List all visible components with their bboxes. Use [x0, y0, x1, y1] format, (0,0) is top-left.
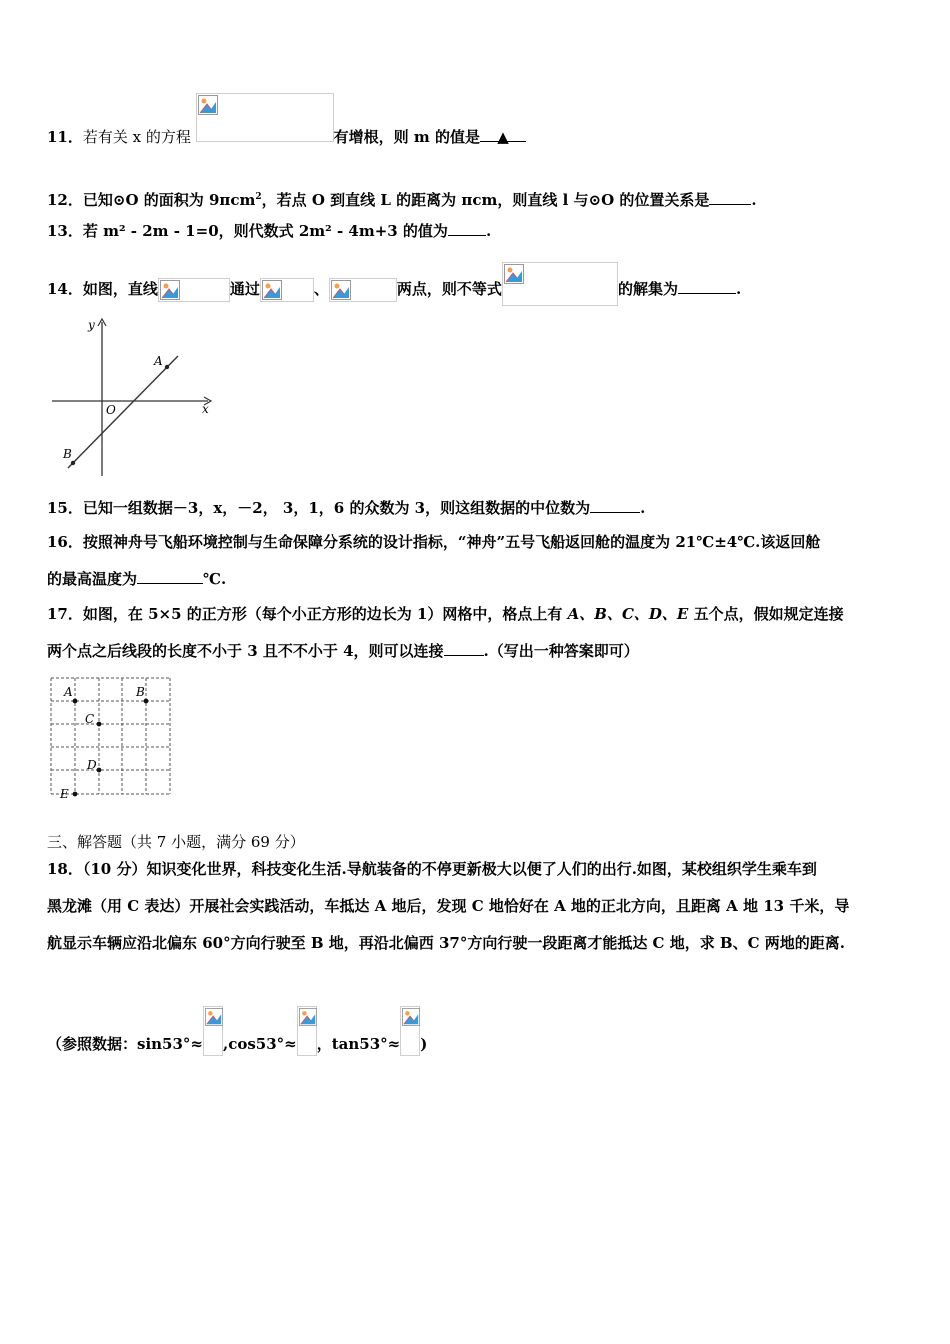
question-16-line2 — [47, 569, 226, 589]
q16-answer-blank — [137, 569, 203, 584]
q12-text-pre: 已知⊙O 的面积为 9πcm — [82, 191, 256, 209]
q17-answer-blank — [444, 641, 484, 656]
grid-label-e: E — [60, 787, 69, 800]
q11-answer-blank — [480, 127, 526, 146]
q11-text-post: 有增根，则 m 的值是 — [333, 128, 480, 146]
q18-line1: （10 分）知识变化世界，科技变化生活.导航装备的不停更新极大以便了人们的出行.如图，某校组织学生乘车到 — [82, 860, 817, 878]
image-placeholder-icon — [260, 278, 314, 302]
grid-label-a: A — [64, 685, 73, 699]
q11-text-pre: 若有关 x 的方程 — [82, 128, 191, 146]
image-placeholder-icon — [502, 262, 618, 306]
grid-point-e — [73, 792, 78, 797]
q18-line2: 黑龙滩（用 C 表达）开展社会实践活动，车抵达 A 地后，发现 C 地恰好在 A 地的正北方向，且距离 A 地 13 千米，导 — [47, 897, 850, 915]
q17-points: A、B、C、D、E — [567, 605, 689, 623]
image-placeholder-icon — [196, 93, 334, 142]
question-13 — [47, 221, 491, 241]
q12-text-post: ，若点 O 到直线 L 的距离为 πcm，则直线 l 与⊙O 的位置关系是 — [261, 191, 710, 209]
q12-end: . — [751, 191, 757, 209]
point-a — [165, 365, 169, 369]
grid-label-c: C — [85, 712, 95, 726]
q12-answer-blank — [709, 190, 751, 205]
q15-text: 已知一组数据－3，x，－2， 3，1，6 的众数为 3，则这组数据的中位数为 — [82, 499, 591, 517]
q14-number: 14． — [47, 280, 83, 298]
section-3-title — [47, 832, 305, 852]
q17-grid-figure — [48, 676, 174, 800]
grid-point-d — [97, 768, 102, 773]
q11-number: 11． — [47, 128, 83, 146]
grid-point-c — [97, 722, 102, 727]
section-3-title-text: 三、解答题（共 7 小题，满分 69 分） — [47, 833, 305, 851]
q17-line2-pre: 两个点之后线段的长度不小于 3 且不不小于 4，则可以连接 — [47, 642, 444, 660]
q18-ref-pre: （参照数据：sin53°≈ — [47, 1035, 203, 1053]
q18-line3: 航显示车辆应沿北偏东 60°方向行驶至 B 地，再沿北偏西 37°方向行驶一段距离才能抵达 C 地，求 B、C 两地的距离. — [47, 934, 845, 952]
question-18-line2 — [47, 896, 849, 916]
question-17-line2 — [47, 641, 639, 661]
q14-text-mid3: 两点，则不等式 — [396, 280, 502, 298]
question-16-line1 — [47, 532, 820, 552]
q14-text-pre: 如图，直线 — [82, 280, 158, 298]
q18-ref-tan: ，tan53°≈ — [316, 1035, 401, 1053]
image-placeholder-icon — [203, 1006, 223, 1056]
line-ab — [68, 356, 178, 468]
image-placeholder-icon — [158, 278, 230, 302]
grid-point-a — [73, 699, 78, 704]
q14-text-mid1: 通过 — [229, 280, 260, 298]
q13-number: 13． — [47, 222, 83, 240]
image-placeholder-icon — [400, 1006, 420, 1056]
q11-triangle-mark: ▲ — [497, 128, 509, 146]
q17-line2-post: .（写出一种答案即可） — [483, 642, 639, 660]
q14-text-mid2: 、 — [313, 280, 329, 298]
q13-end: . — [485, 222, 492, 240]
origin-label: O — [106, 403, 116, 417]
q12-sup: 2 — [255, 192, 262, 202]
grid-label-b: B — [136, 685, 145, 699]
q13-answer-blank — [448, 221, 486, 236]
q18-ref-end: ) — [420, 1035, 428, 1053]
q14-answer-blank — [678, 279, 736, 294]
question-17-line1 — [47, 604, 844, 624]
grid-label-d: D — [87, 758, 97, 772]
question-12 — [47, 187, 757, 210]
question-15 — [47, 498, 645, 518]
image-placeholder-icon — [329, 278, 397, 302]
x-axis-label: x — [202, 402, 209, 416]
q16-number: 16． — [47, 533, 83, 551]
q18-reference-data — [47, 1020, 427, 1070]
q15-answer-blank — [590, 498, 640, 513]
question-11 — [47, 127, 526, 148]
q16-line1: 按照神舟号飞船环境控制与生命保障分系统的设计指标，“神舟”五号飞船返回舱的温度为 21℃±4℃.该返回舱 — [82, 533, 821, 551]
y-axis-label: y — [88, 318, 95, 332]
question-18-line3 — [47, 933, 845, 953]
image-placeholder-icon — [297, 1006, 317, 1056]
point-b-label: B — [63, 447, 72, 461]
q17-number: 17． — [47, 605, 83, 623]
point-a-label: A — [154, 354, 163, 368]
q14-end: . — [735, 280, 742, 298]
q12-number: 12． — [47, 191, 83, 209]
grid-point-b — [144, 699, 149, 704]
q17-line1-pre: 如图，在 5×5 的正方形（每个小正方形的边长为 1）网格中，格点上有 — [82, 605, 568, 623]
q13-text: 若 m² - 2m - 1=0，则代数式 2m² - 4m+3 的值为 — [82, 222, 448, 240]
q16-line2-pre: 的最高温度为 — [47, 570, 138, 588]
q17-line1-post: 五个点，假如规定连接 — [688, 605, 844, 623]
question-18-line1 — [47, 859, 817, 879]
question-14 — [47, 268, 741, 312]
point-b — [71, 461, 75, 465]
q15-end: . — [640, 499, 646, 517]
q18-ref-cos: ,cos53°≈ — [223, 1035, 297, 1053]
q18-number: 18． — [47, 860, 83, 878]
q14-text-post: 的解集为 — [617, 280, 678, 298]
q16-line2-post: ℃. — [203, 570, 227, 588]
q15-number: 15． — [47, 499, 83, 517]
q14-line-graph — [48, 316, 218, 480]
